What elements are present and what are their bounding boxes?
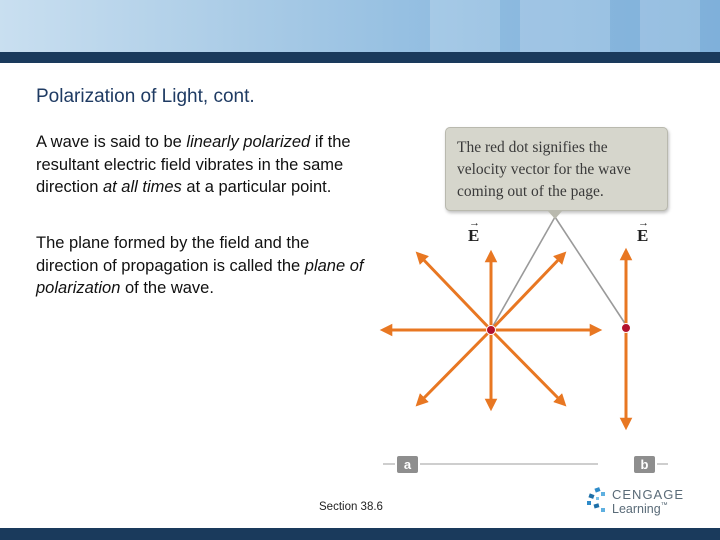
- logo-subtext-word: Learning: [612, 502, 661, 516]
- e-field-arrow: [491, 330, 562, 402]
- term-plane-of-polarization: plane of polarization: [36, 256, 364, 297]
- text: The plane formed by the field and the direction of propagation is called the: [36, 234, 310, 275]
- e-symbol: E: [468, 226, 480, 245]
- term-linearly-polarized: linearly polarized: [186, 133, 311, 151]
- logo-subtext: [612, 502, 668, 516]
- velocity-dot-a: [487, 326, 496, 335]
- section-footer: Section 38.6: [319, 501, 383, 513]
- text: of the wave.: [120, 279, 214, 297]
- logo-wordmark: CENGAGE: [612, 487, 685, 502]
- text: if the resultant electric field vibrates in the same direction: [36, 133, 351, 196]
- e-field-arrow: [420, 256, 491, 330]
- panel-label-a: a: [397, 456, 418, 473]
- velocity-dot-b: [622, 324, 631, 333]
- term-at-all-times: at all times: [102, 178, 182, 196]
- text: at a particular point.: [181, 178, 332, 196]
- e-symbol: E: [637, 226, 649, 245]
- trademark: ™: [660, 502, 668, 509]
- panel-label-b: b: [634, 456, 655, 473]
- callout-pointer-line-b: [555, 217, 626, 325]
- vector-arrow-icon: →: [469, 217, 480, 229]
- vector-arrow-icon: →: [638, 217, 649, 229]
- e-field-arrow: [420, 330, 491, 402]
- e-field-label-a: [468, 217, 480, 246]
- e-field-label-b: [637, 217, 649, 246]
- callout-pointer: [547, 210, 563, 219]
- slide-title: Polarization of Light, cont.: [36, 86, 255, 107]
- callout-box: The red dot signifies the velocity vector for the wave coming out of the page.: [445, 127, 668, 211]
- text: A wave is said to be: [36, 133, 187, 151]
- cengage-logo-icon: [585, 486, 611, 516]
